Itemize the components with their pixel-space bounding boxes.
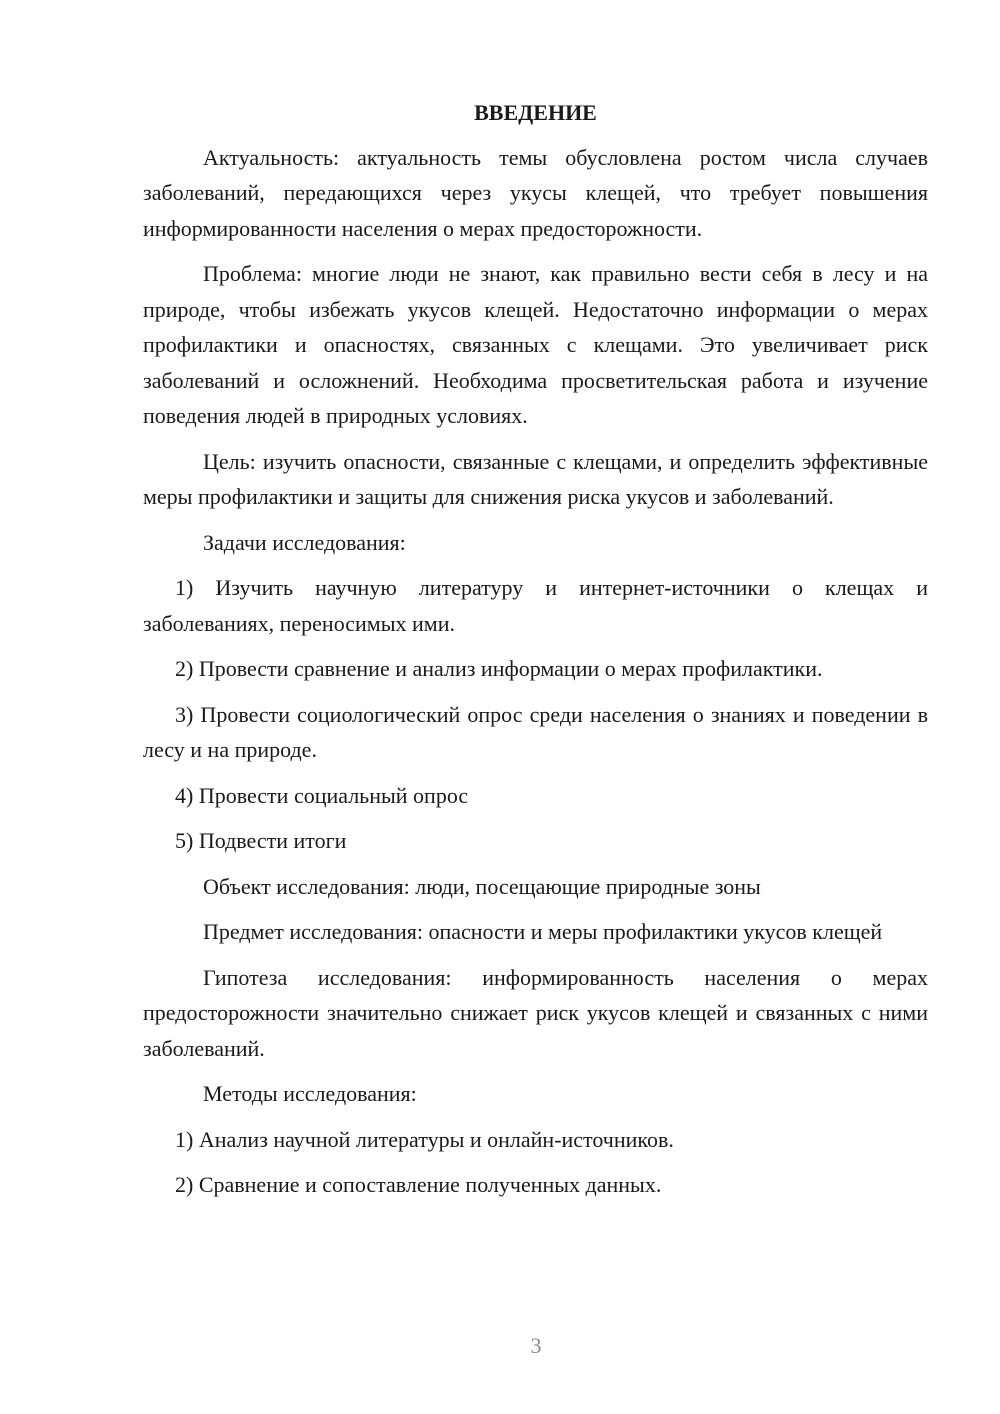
paragraph-problem: Проблема: многие люди не знают, как правильно вести себя в лесу и на природе, чтобы избежать укусов клещей. Недостаточно информации о мерах профилактики и опасностях, связанных с клещами. Это увеличивает риск заболеваний и осложнений. Необходима просветительская работа и изучение поведения людей в природных условиях. — [143, 261, 928, 428]
task-item-2: 2) Провести сравнение и анализ информации о мерах профилактики. — [175, 656, 823, 681]
page-number: 3 — [530, 1333, 542, 1358]
paragraph-goal: Цель: изучить опасности, связанные с клещами, и определить эффективные меры профилактики и защиты для снижения риска укусов и заболеваний. — [143, 448, 928, 509]
paragraph-hypothesis: Гипотеза исследования: информированность населения о мерах предосторожности значительно снижает риск укусов клещей и связанных с ними заболеваний. — [143, 964, 928, 1061]
paragraph-object: Объект исследования: люди, посещающие природные зоны — [203, 873, 761, 899]
task-item-3: 3) Провести социологический опрос среди населения о знаниях и поведении в лесу и на природе. — [143, 701, 928, 762]
paragraph-subject: Предмет исследования: опасности и меры профилактики укусов клещей — [203, 919, 883, 944]
method-item-1: 1) Анализ научной литературы и онлайн-источников. — [175, 1126, 674, 1152]
task-item-1: 1) Изучить научную литературу и интернет-источники о клещах и заболеваниях, переносимых ими. — [143, 575, 928, 636]
page-content — [143, 95, 928, 1213]
task-item-4: 4) Провести социальный опрос — [175, 782, 469, 808]
paragraph-methods-title: Методы исследования: — [203, 1081, 417, 1106]
paragraph-tasks-title: Задачи исследования: — [203, 529, 406, 555]
task-item-5: 5) Подвести итоги — [175, 828, 347, 853]
paragraph-relevance: Актуальность: актуальность темы обусловлена ростом числа случаев заболеваний, передающихся через укусы клещей, что требует повышения информированности населения о мерах предосторожности. — [143, 144, 928, 241]
method-item-2: 2) Сравнение и сопоставление полученных данных. — [175, 1172, 662, 1197]
section-heading: ВВЕДЕНИЕ — [474, 100, 597, 125]
